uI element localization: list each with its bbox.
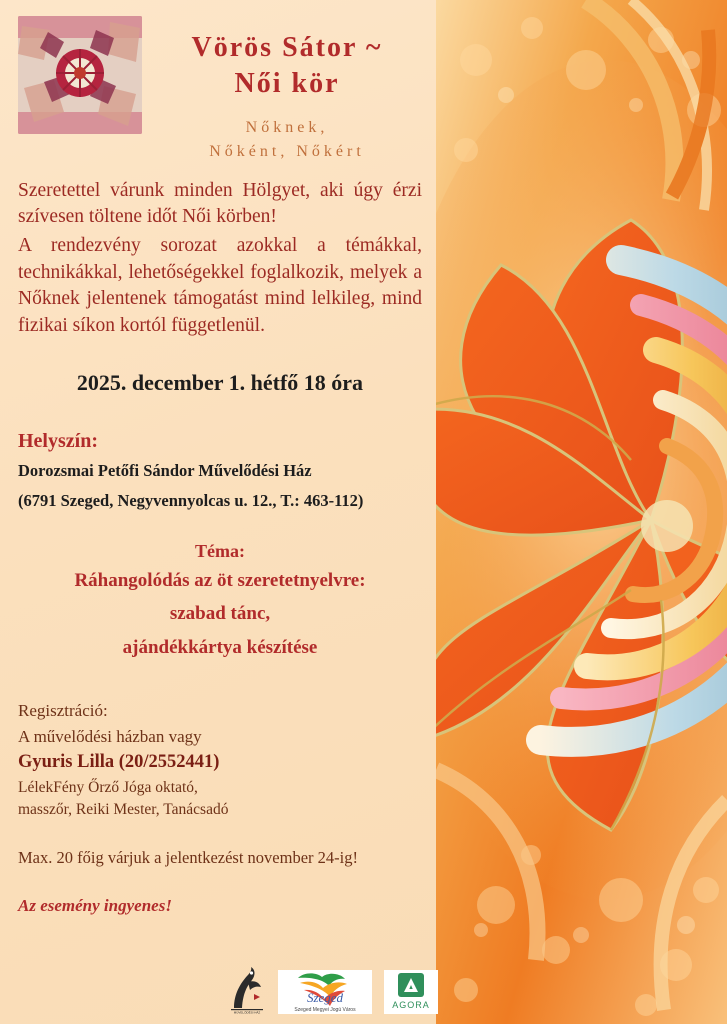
- dorozsmai-muvelodesi-haz-logo: [228, 964, 266, 1014]
- topic-line-2: szabad tánc,: [169, 603, 271, 625]
- szeged-city-logo: [278, 970, 372, 1014]
- intro-paragraph-1: Szeretettel várunk minden Hölgyet, aki úgy érzi szívesen töltene időt Női körben!: [18, 179, 422, 228]
- intro-paragraph-2: A rendezvény sorozat azokkal a témákkal, technikákkal, lehetőségekkel foglalkozik, melyek a Nőknek jelentenek támogatást mind lelkileg, mind fizikai síkon kortól függetlenül.: [18, 235, 422, 337]
- svg-text:MŰVELŐDÉSI HÁZ: MŰVELŐDÉSI HÁZ: [233, 1010, 261, 1014]
- title-block: [152, 16, 422, 164]
- agora-logo: [384, 970, 438, 1014]
- topic-line-1: Ráhangolódás az öt szeretetnyelvre:: [74, 569, 366, 591]
- registration-role-1: LélekFény Őrző Jóga oktató,: [18, 778, 198, 796]
- event-date: 2025. december 1. hétfő 18 óra: [76, 369, 364, 395]
- svg-text:Szeged Megyei Jogú Város: Szeged Megyei Jogú Város: [294, 1007, 356, 1013]
- registration-label: Regisztráció:: [18, 701, 108, 721]
- venue-label: Helyszín:: [18, 429, 98, 452]
- poster-subtitle-line1: Nőknek,: [245, 118, 329, 136]
- capacity-note: Max. 20 főig várjuk a jelentkezést november 24-ig!: [18, 847, 358, 867]
- artwork-panel: [436, 0, 727, 1024]
- registration-role-2: masszőr, Reiki Mester, Tanácsadó: [18, 801, 229, 819]
- registration-contact: Gyuris Lilla (20/2552441): [18, 752, 220, 773]
- venue-address: (6791 Szeged, Negyvennyolcas u. 12., T.: 463-112): [18, 490, 364, 510]
- poster-title-line2: Női kör: [234, 67, 340, 99]
- intro-text: [18, 178, 422, 340]
- topic-line-3: ajándékkártya készítése: [122, 636, 318, 658]
- topic-block: [18, 541, 422, 663]
- venue-name: Dorozsmai Petőfi Sándor Művelődési Ház: [18, 460, 312, 480]
- svg-text:AGORA: AGORA: [392, 1000, 430, 1010]
- poster-title: [152, 30, 422, 102]
- topic-label: Téma:: [195, 540, 245, 561]
- free-event-note: Az esemény ingyenes!: [18, 895, 172, 915]
- women-circle-photo: [18, 16, 142, 134]
- registration-line-1: A művelődési házban vagy: [18, 726, 202, 746]
- poster-subtitle-line2: Nőként, Nőkért: [209, 142, 365, 160]
- registration-block: [18, 698, 422, 822]
- szeged-logo-text: Szeged: [306, 990, 344, 1005]
- poster-subtitle: [152, 116, 422, 164]
- venue-block: [18, 430, 422, 513]
- footer-logos: [228, 964, 438, 1014]
- poster-title-line1: Vörös Sátor ~: [191, 32, 383, 63]
- poster-header: [18, 16, 422, 164]
